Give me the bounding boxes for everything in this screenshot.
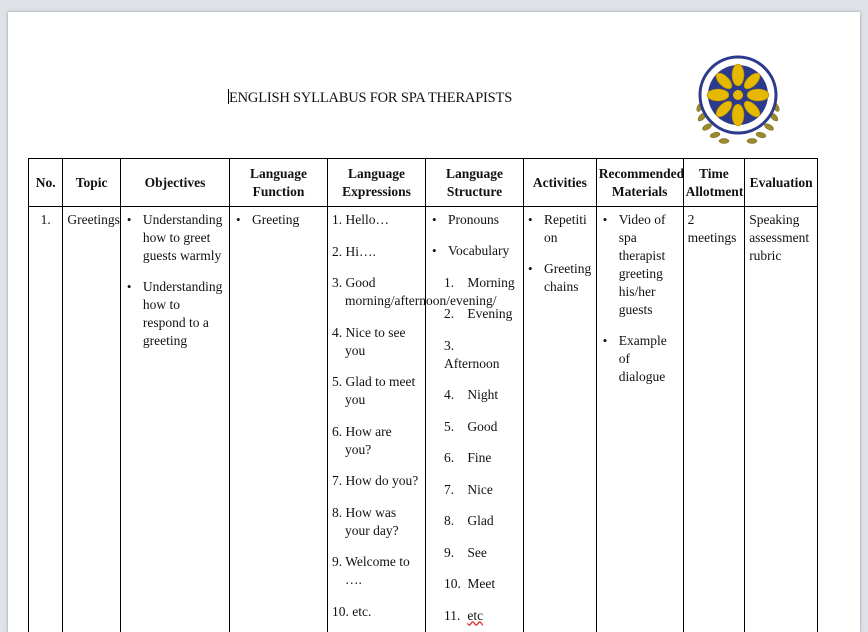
expression-item: 1. Hello…	[332, 211, 421, 229]
vocab-item: 10. Meet	[444, 575, 519, 593]
document-title[interactable]: ENGLISH SYLLABUS FOR SPA THERAPISTS	[228, 89, 512, 107]
cell-language-structure	[425, 207, 523, 632]
expression-item: 6. How are you?	[332, 423, 421, 459]
activity-item: • Greeting chains	[544, 260, 592, 296]
expression-item: 2. Hi….	[332, 243, 421, 261]
vocab-item: 6. Fine	[444, 449, 519, 467]
objective-item: • Understanding how to greet guests warmly	[143, 211, 225, 265]
header-recommended-materials: Recommended Materials	[596, 159, 683, 207]
material-item: • Example of dialogue	[619, 332, 679, 386]
header-evaluation: Evaluation	[745, 159, 818, 207]
vocab-item: 7. Nice	[444, 481, 519, 499]
cell-objectives	[120, 207, 229, 632]
vocabulary-list	[430, 274, 519, 625]
activity-item: • Repetition	[544, 211, 592, 247]
header-language-expressions: Language Expressions	[328, 159, 426, 207]
vocab-item: 4. Night	[444, 386, 519, 404]
header-activities: Activities	[523, 159, 596, 207]
expression-item: 3. Good morning/afternoon/evening/	[332, 274, 421, 310]
cell-recommended-materials	[596, 207, 683, 632]
table-header-row	[29, 159, 818, 207]
objective-item: • Understanding how to respond to a greeting	[143, 278, 225, 350]
header-language-function: Language Function	[230, 159, 328, 207]
vocab-item: 2. Evening	[444, 305, 519, 323]
table-row	[29, 207, 818, 632]
cell-topic: Greetings	[63, 207, 121, 632]
structure-item-pronouns: • Pronouns	[448, 211, 519, 229]
vocab-item: 9. See	[444, 544, 519, 562]
vocab-item: 11. etc	[444, 607, 519, 625]
expression-item: 4. Nice to see you	[332, 324, 421, 360]
cell-activities	[523, 207, 596, 632]
vocabulary-label: Vocabulary	[448, 243, 509, 258]
expression-item: 5. Glad to meet you	[332, 373, 421, 409]
cell-no: 1.	[29, 207, 63, 632]
cell-evaluation: Speaking assessment rubric	[745, 207, 818, 632]
vocab-item: 1. Morning	[444, 274, 519, 292]
structure-item-vocabulary	[448, 242, 519, 260]
cell-language-expressions	[328, 207, 426, 632]
vocab-item: 3. Afternoon	[444, 337, 519, 373]
header-topic: Topic	[63, 159, 121, 207]
syllabus-table	[28, 158, 818, 632]
header-objectives: Objectives	[120, 159, 229, 207]
cell-language-function	[230, 207, 328, 632]
expression-item: 8. How was your day?	[332, 504, 421, 540]
university-emblem-icon	[682, 45, 794, 157]
header-language-structure: Language Structure	[425, 159, 523, 207]
header-no: No.	[29, 159, 63, 207]
vocab-item: 8. Glad	[444, 512, 519, 530]
header-time-allotment: Time Allotment	[683, 159, 745, 207]
cell-time-allotment: 2 meetings	[683, 207, 745, 632]
function-item: • Greeting	[252, 211, 323, 229]
material-item: • Video of spa therapist greeting his/her guests	[619, 211, 679, 319]
expression-item: 9. Welcome to ….	[332, 553, 421, 589]
expression-item: 10. etc.	[332, 603, 421, 621]
document-page	[8, 12, 860, 632]
expression-item: 7. How do you?	[332, 472, 421, 490]
vocab-item: 5. Good	[444, 418, 519, 436]
